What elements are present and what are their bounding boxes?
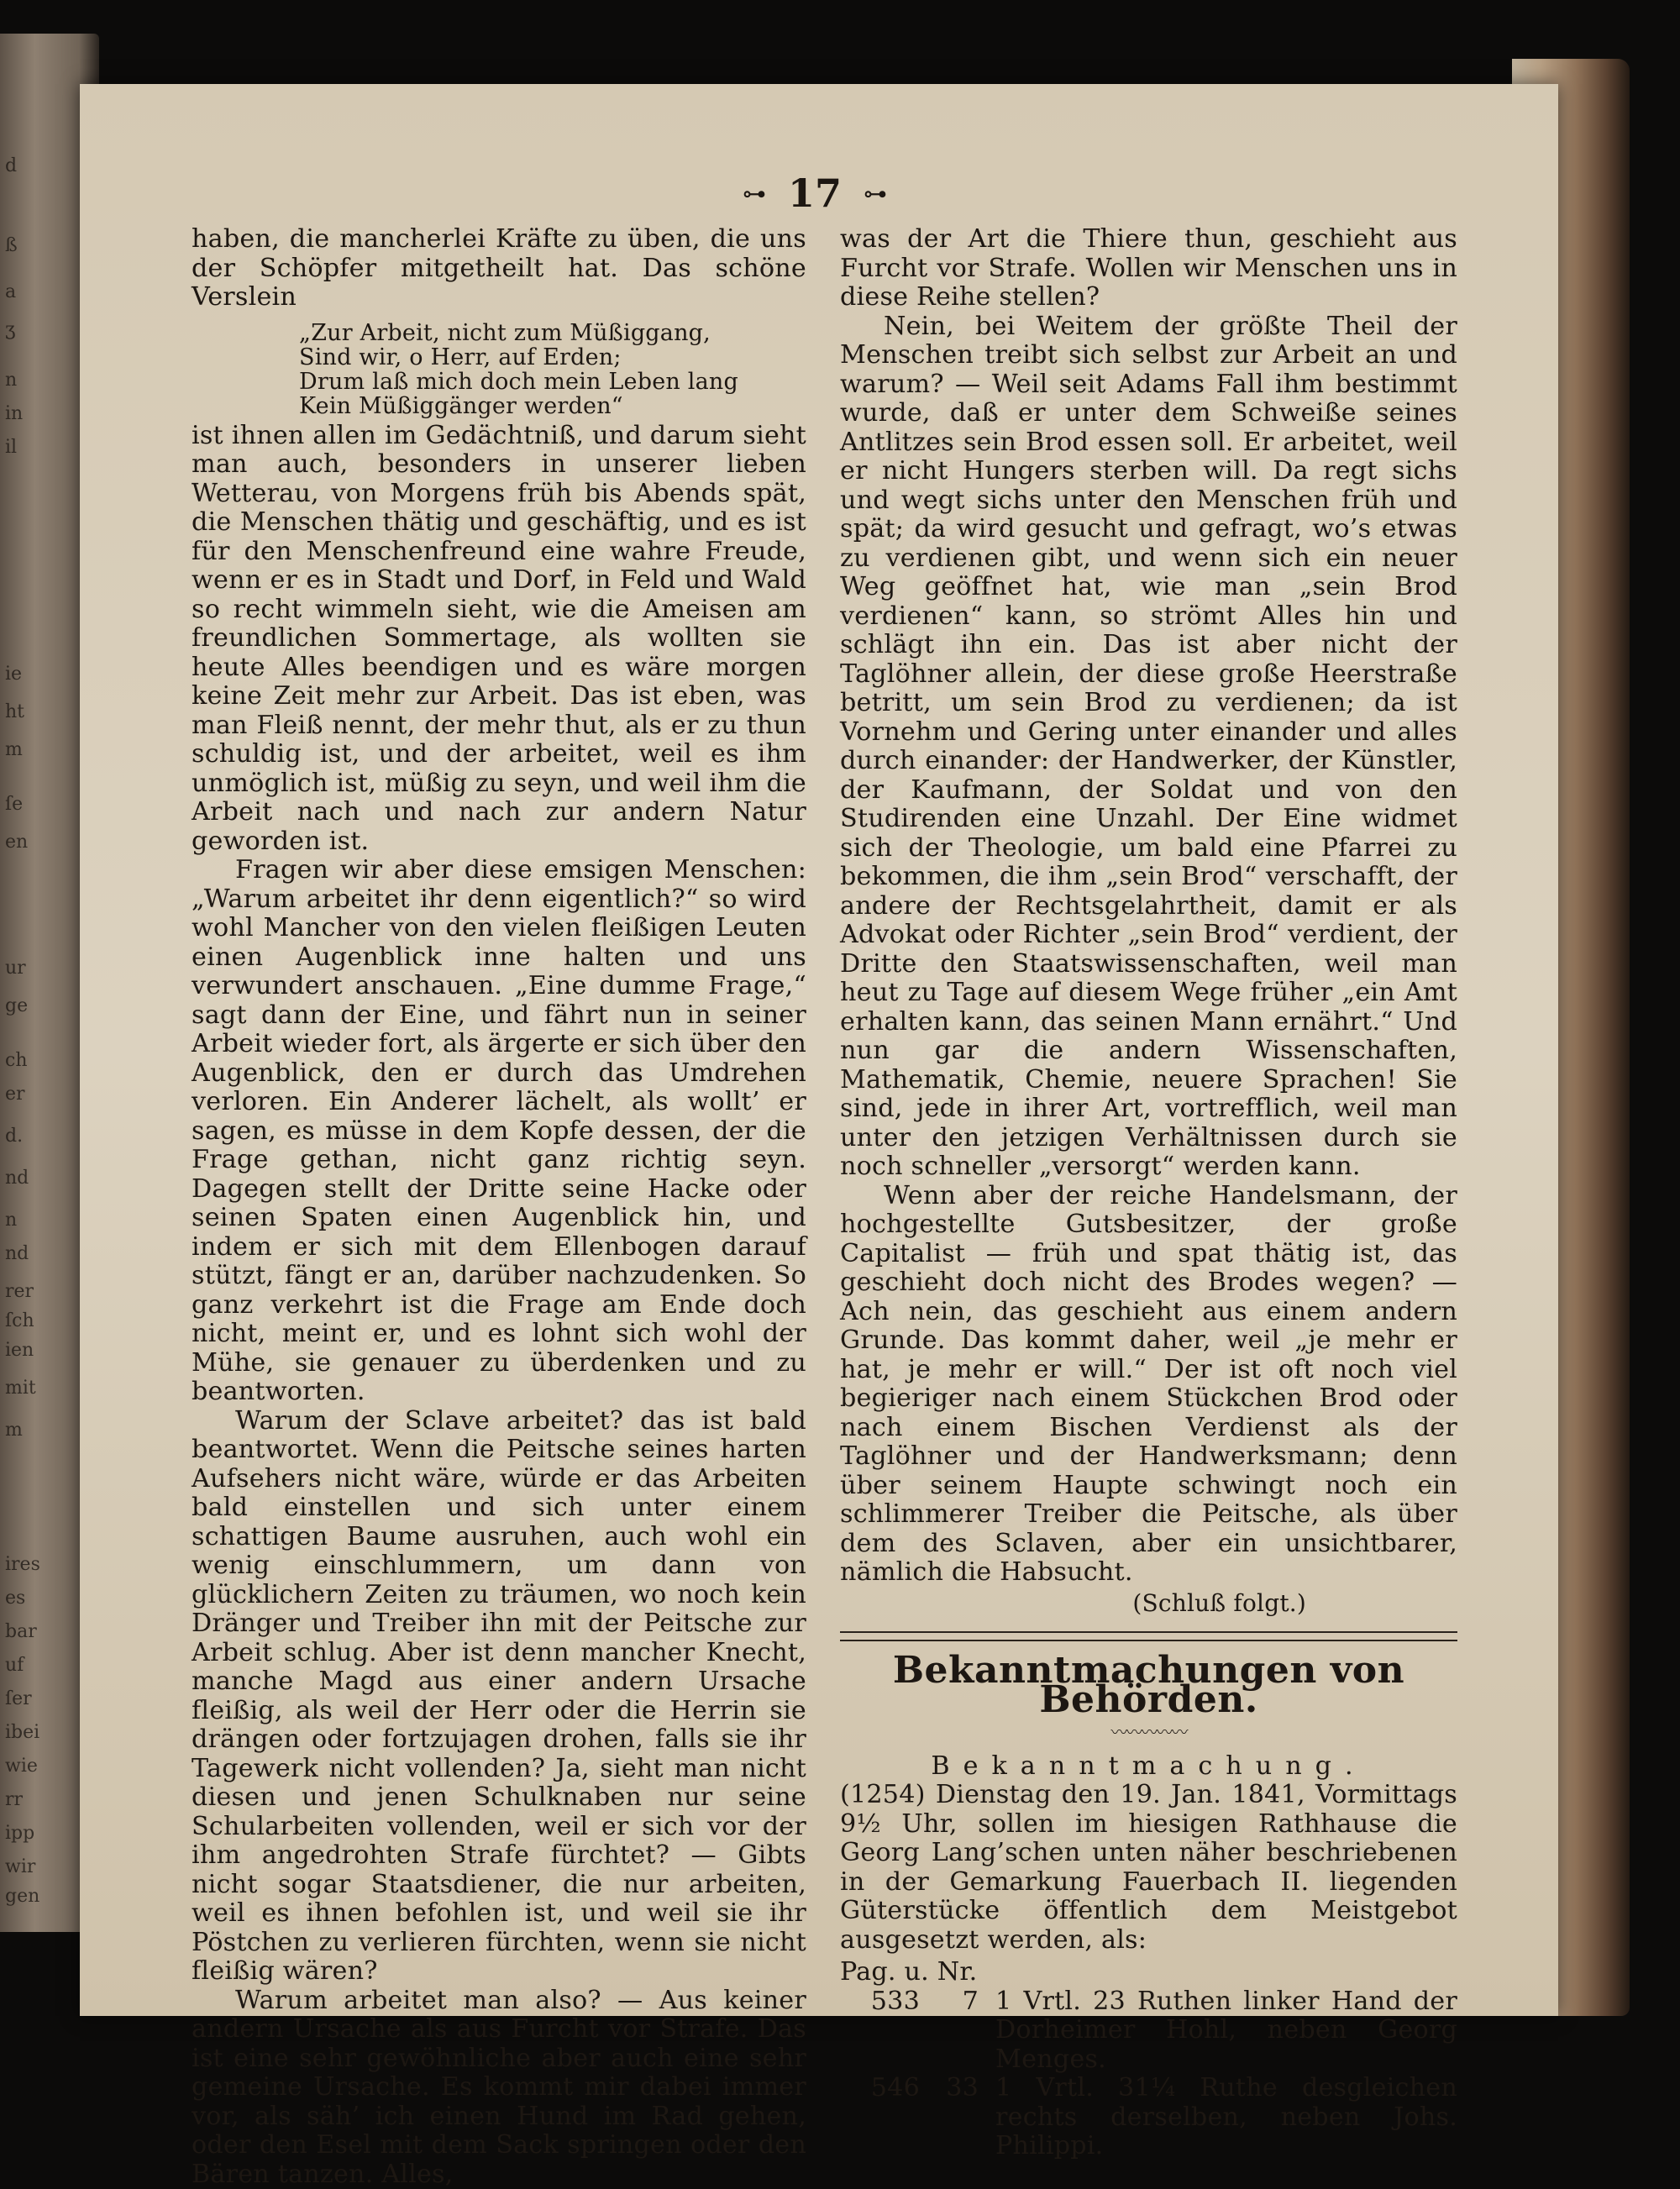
paragraph: Warum arbeitet man also? — Aus keiner andern Ursache als aus Furcht vor Strafe. Das ist eine sehr gewöhnliche aber auch eine sehr gemeine Ursache. Es kommt mir dabei immer vor, als säh’ ich einen Hund im Rad gehen, oder den Esel mit dem Sack springen oder den Bären tanzen. Alles, (192, 1987, 806, 2189)
left-page-text-fragment: il (5, 437, 17, 458)
table-cell-pag: 546 (840, 2074, 920, 2161)
table-row (840, 1987, 1457, 2075)
table-cell-desc: 1 Vrtl. 31¼ Ruthe desgleichen rechts derselben, neben Johs. Philippi. (995, 2074, 1457, 2161)
left-page-text-fragment: es (5, 1588, 25, 1609)
left-page-text-fragment: ſer (5, 1688, 32, 1709)
left-page-text-fragment: m (5, 739, 23, 760)
left-page-text-fragment: ires (5, 1554, 40, 1575)
paragraph: ist ihnen allen im Gedächtniß, und darum sieht man auch, besonders in unserer lieben Wetterau, von Morgens früh bis Abends spät, die Menschen thätig und geschäftig, und es ist für den Menschenfreund eine wahre Freude, wenn er es in Stadt und Dorf, in Feld und Wald so recht wimmeln sieht, wie die Ameisen am freundlichen Sommertage, als wollten sie heute Alles beendigen und es wäre morgen keine Zeit mehr zur Arbeit. Das ist eben, was man Fleiß nennt, der mehr thut, als er zu thun schuldig ist, und der arbeitet, weil es ihm unmöglich ist, müßig zu seyn, und weil ihm die Arbeit nach und nach zur andern Natur geworden ist. (192, 422, 806, 857)
left-page-text-fragment: ß (5, 235, 18, 256)
left-page-text-fragment: rr (5, 1789, 23, 1810)
verse-line: „Zur Arbeit, nicht zum Müßiggang, (299, 321, 806, 345)
left-page-text-fragment: mit (5, 1378, 36, 1399)
left-page-text-fragment: m (5, 1420, 23, 1441)
left-page-text-fragment: ien (5, 1340, 34, 1361)
left-page-text-fragment: in (5, 403, 23, 424)
table-row (840, 2074, 1457, 2161)
left-page-text-fragment: wie (5, 1756, 38, 1777)
left-page-text-fragment: nd (5, 1243, 29, 1264)
left-page-text-fragment: ur (5, 958, 26, 979)
paragraph: Nein, bei Weitem der größte Theil der Menschen treibt sich selbst zur Arbeit an und warum? — Weil seit Adams Fall ihm bestimmt wurde, daß er unter dem Schweiße seines Antlitzes sein Brod essen soll. Er arbeitet, weil er nicht Hungers sterben will. Da regt sichs und wegt sichs unter den Menschen früh und spät; da wird gesucht und gefragt, wo’s etwas zu verdienen gibt, und wenn sich ein neuer Weg geöffnet hat, wie man „sein Brod verdienen“ kann, so strömt Alles hin und schlägt ihn ein. Das ist aber nicht der Taglöhner allein, der diese große Heerstraße betritt, um sein Brod zu verdienen; da ist Vornehm und Gering unter einander und alles durch einander: der Handwerker, der Künstler, der Kaufmann, der Soldat und von den Studirenden eine Unzahl. Der Eine widmet sich der Theologie, um bald eine Pfarrei zu bekommen, die ihm „sein Brod“ verschafft, der andere der Rechtsgelahrtheit, damit er als Advokat oder Richter „sein Brod“ verdient, der Dritte den Staatswissenschaften, weil man heut zu Tage auf diesem Wege früher „ein Amt erhalten kann, das seinen Mann ernährt.“ Und nun gar die andern Wissenschaften, Mathematik, Chemie, neuere Sprachen! Sie sind, jede in ihrer Art, vortrefflich, weil man unter den jetzigen Verhältnissen durch sie noch schneller „versorgt“ werden kann. (840, 312, 1457, 1182)
left-page-text-fragment: d. (5, 1126, 23, 1147)
left-page-text-fragment: n (5, 1210, 17, 1231)
page-number: 17 (788, 171, 842, 216)
page-header (689, 168, 941, 218)
left-page-text-fragment: gen (5, 1886, 39, 1907)
verse-block (299, 321, 806, 418)
table-header-label: Pag. u. Nr. (840, 1958, 977, 1987)
notice-title: Bekanntmachung. (840, 1752, 1457, 1782)
paragraph: Wenn aber der reiche Handelsmann, der hochgestellte Gutsbesitzer, der große Capitalist — früh und spat thätig ist, das geschieht doch nicht des Brodes wegen? — Ach nein, das geschieht aus einem andern Grunde. Das kommt daher, weil „je mehr er hat, je mehr er will.“ Der ist oft noch viel begieriger nach einem Stückchen Brod oder nach einem Bischen Verdienst als der Taglöhner und der Handwerksmann; denn über seinem Haupte schwingt noch ein schlimmerer Treiber die Peitsche, als über dem des Sclaven, aber ein unsichtbarer, nämlich die Habsucht. (840, 1182, 1457, 1588)
left-page-text-fragment: uf (5, 1655, 24, 1676)
paragraph: was der Art die Thiere thun, geschieht aus Furcht vor Strafe. Wollen wir Menschen uns in diese Reihe stellen? (840, 225, 1457, 312)
squiggle-ornament: 〰〰〰〰〰 (840, 1718, 1457, 1747)
verse-line: Drum laß mich doch mein Leben lang (299, 370, 806, 394)
left-page-text-fragment: n (5, 370, 17, 391)
left-page-text-fragment: ge (5, 995, 28, 1016)
double-rule-divider (840, 1631, 1457, 1641)
table-cell-nr: 33 (920, 2074, 995, 2161)
left-page-text-fragment: ipp (5, 1823, 34, 1844)
left-page-text-fragment: ie (5, 664, 22, 685)
left-page-text-fragment: ſch (5, 1310, 34, 1331)
left-page-text-fragment: wir (5, 1856, 35, 1877)
left-page-text-fragment: bar (5, 1621, 37, 1642)
verse-line: Kein Müßiggänger werden“ (299, 394, 806, 418)
paragraph: Warum der Sclave arbeitet? das ist bald beantwortet. Wenn die Peitsche seines harten Aufsehers nicht wäre, würde er das Arbeiten bald einstellen und sich unter einem schattigen Baume ausruhen, auch wohl ein wenig einschlummern, um dann von glücklichern Zeiten zu träumen, wo noch kein Dränger und Treiber ihn mit der Peitsche zur Arbeit schlug. Aber ist denn mancher Knecht, manche Magd aus einer andern Ursache fleißig, als weil der Herr oder die Herrin sie drängen oder fortzujagen drohen, falls sie ihr Tagewerk nicht vollenden? Ja, sieht man nicht diesen und jenen Schulknaben nur seine Schularbeiten vollenden, weil er sich vor der ihm angedrohten Strafe fürchtet? — Gibts nicht sogar Staatsdiener, die nur arbeiten, weil es ihnen befohlen ist, und weil sie ihr Pöstchen zu verlieren fürchten, wenn sie nicht fleißig wären? (192, 1407, 806, 1987)
verse-line: Sind wir, o Herr, auf Erden; (299, 345, 806, 370)
left-page-text-fragment: nd (5, 1168, 29, 1189)
left-page-text-fragment: a (5, 281, 16, 302)
paragraph: Fragen wir aber diese emsigen Menschen: „Warum arbeitet ihr denn eigentlich?“ so wird wohl Mancher von den vielen fleißigen Leuten einen Augenblick inne halten und uns verwundert anschauen. „Eine dumme Frage,“ sagt dann der Eine, und fährt nun in seiner Arbeit wieder fort, als ärgerte er sich über den Augenblick, den er durch das Umdrehen verloren. Ein Anderer lächelt, als wollt’ er sagen, es müsse in dem Kopfe dessen, der die Frage gethan, nicht ganz richtig seyn. Dagegen stellt der Dritte seine Hacke oder seinen Spaten einen Augenblick hin, und indem er sich mit dem Ellenbogen darauf stützt, fängt er an, darüber nachzudenken. So ganz verkehrt ist die Frage am Ende doch nicht, meint er, und es lohnt sich wohl der Mühe, sie genauer zu überdenken und zu beantworten. (192, 856, 806, 1407)
paragraph: haben, die mancherlei Kräfte zu üben, die uns der Schöpfer mitgetheilt hat. Das schöne Verslein (192, 225, 806, 312)
left-column (192, 225, 806, 2189)
left-page-text-fragment: ht (5, 701, 24, 722)
left-page-text-fragment: ch (5, 1050, 28, 1071)
header-ornament-right: ⊶ (864, 180, 887, 207)
left-page-text-fragment: rer (5, 1281, 34, 1302)
table-cell-desc: 1 Vrtl. 23 Ruthen linker Hand der Dorheimer Hohl, neben Georg Menges. (995, 1987, 1457, 2075)
left-page-text-fragment: ibei (5, 1722, 39, 1743)
left-page-text-fragment: d (5, 155, 17, 176)
header-ornament-left: ⊶ (743, 180, 766, 207)
to-be-continued-note: (Schluß folgt.) (840, 1589, 1457, 1619)
right-column (840, 225, 1457, 2161)
left-page-text-fragment: ʒ (5, 319, 15, 340)
table-cell-nr: 7 (920, 1987, 995, 2075)
parcel-table (840, 1958, 1457, 2161)
left-page-text-fragment: er (5, 1084, 25, 1105)
notice-text: (1254) Dienstag den 19. Jan. 1841, Vormittags 9½ Uhr, sollen im hiesigen Rathhause die Georg Lang’schen unten näher beschriebenen in der Gemarkung Fauerbach II. liegenden Güterstücke öffentlich dem Meistgebot ausgesetzt werden, als: (840, 1781, 1457, 1955)
left-page-text-fragment: ſe (5, 794, 23, 815)
section-title: Bekanntmachungen von Behörden. (840, 1656, 1457, 1714)
table-cell-pag: 533 (840, 1987, 920, 2075)
left-page-text-fragment: en (5, 832, 28, 853)
table-header (840, 1958, 1457, 1987)
